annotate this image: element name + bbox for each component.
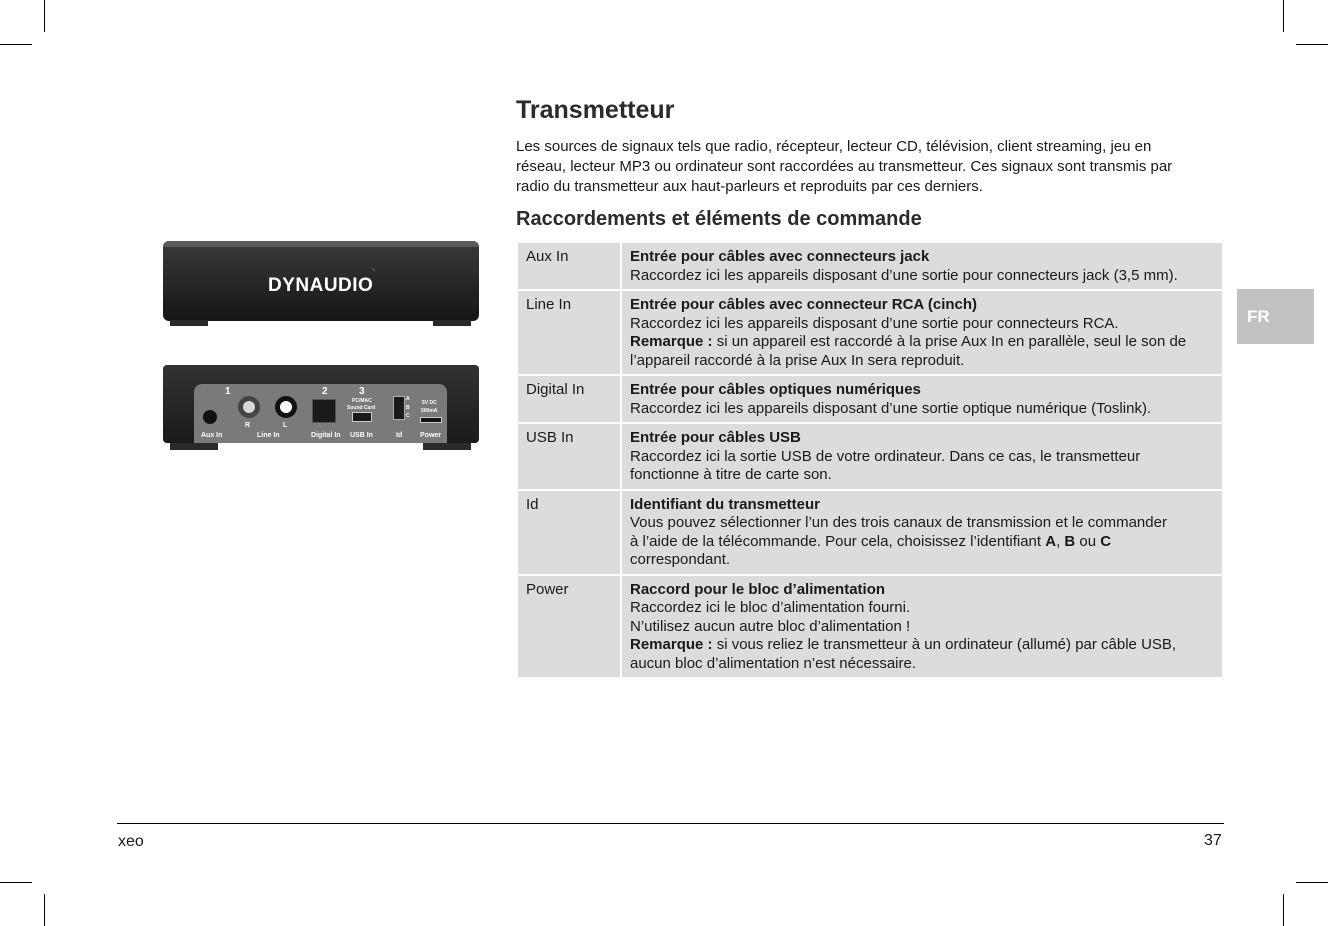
page-title: Transmetteur — [516, 96, 675, 124]
label-power: Power — [420, 432, 442, 439]
crop-mark — [44, 0, 45, 32]
crop-mark — [0, 44, 32, 45]
wireless-icon: ◝ — [372, 268, 375, 275]
note-text: si un appareil est raccordé à la prise Aux In en parallèle, seul le son de — [712, 333, 1187, 350]
note-label: Remarque : — [630, 636, 713, 653]
row-heading: Identifiant du transmetteur — [630, 495, 821, 513]
label-pcmac: PC/MAC — [352, 398, 372, 404]
device-foot — [170, 443, 218, 450]
row-name: Id — [517, 490, 621, 575]
row-heading: Entrée pour câbles USB — [630, 429, 801, 446]
section-heading: Raccordements et éléments de commande — [516, 208, 922, 230]
intro-line: Les sources de signaux tels que radio, récepteur, lecteur CD, télévision, client streaming, jeu en — [516, 138, 1152, 155]
id-option-a: A — [1045, 532, 1057, 550]
row-name: USB In — [517, 423, 621, 490]
device-front-top-edge — [163, 241, 479, 247]
label-usb-in: USB In — [350, 432, 373, 439]
row-text: Vous pouvez sélectionner l’un des trois canaux de transmission et le commander — [630, 514, 1167, 531]
row-name: Power — [517, 575, 621, 679]
row-description — [621, 490, 1223, 575]
device-foot — [423, 443, 471, 450]
row-text: N’utilisez aucun autre bloc d’alimentation ! — [630, 617, 911, 635]
label-switch-a: A — [406, 396, 410, 402]
row-description — [621, 423, 1223, 490]
page-number: 37 — [1204, 832, 1222, 849]
language-tab — [1237, 289, 1314, 344]
row-note-continued: l’appareil raccordé à la prise Aux In sera reproduit. — [630, 351, 965, 369]
crop-mark — [0, 882, 32, 883]
id-switch — [393, 396, 405, 420]
crop-mark — [1283, 0, 1284, 32]
id-option-b: B — [1064, 532, 1076, 550]
usb-port — [352, 412, 372, 422]
label-sound-card: Sound Card — [347, 405, 376, 411]
label-switch-c: C — [406, 413, 410, 419]
row-description — [621, 575, 1223, 679]
label-r: R — [245, 422, 251, 429]
label-switch-b: B — [406, 405, 410, 411]
power-port — [420, 417, 442, 423]
crop-mark — [44, 894, 45, 926]
intro-line: réseau, lecteur MP3 ou ordinateur sont raccordées au transmetteur. Ces signaux sont transmis par — [516, 158, 1173, 175]
row-heading: Raccord pour le bloc d’alimentation — [630, 580, 886, 598]
brand-logo: DYNAUDIO — [268, 275, 374, 296]
row-note-continued: aucun bloc d’alimentation n’est nécessaire. — [630, 654, 917, 672]
label-line-in: Line In — [257, 432, 280, 439]
label-power-spec: 500mA — [421, 408, 438, 414]
row-name: Line In — [517, 290, 621, 375]
row-description — [621, 375, 1223, 423]
table-row — [517, 290, 1223, 375]
row-text: Raccordez ici les appareils disposant d’une sortie pour connecteurs RCA. — [630, 314, 1119, 332]
rca-l-jack — [275, 396, 297, 418]
row-text: fonctionne à titre de carte son. — [630, 466, 832, 483]
id-line-prefix: à l’aide de la télécommande. Pour cela, choisissez l’identifiant — [630, 532, 1046, 550]
id-separator: , — [1056, 532, 1065, 550]
crop-mark — [1296, 44, 1328, 45]
note-label: Remarque : — [630, 333, 713, 350]
label-l: L — [283, 422, 288, 429]
table-row — [517, 575, 1223, 679]
footer-divider — [117, 823, 1224, 824]
table-row — [517, 242, 1223, 290]
intro-paragraph — [516, 137, 1216, 197]
crop-mark — [1283, 894, 1284, 926]
table-row — [517, 423, 1223, 490]
row-heading: Entrée pour câbles optiques numériques — [630, 381, 921, 398]
row-text — [630, 533, 1214, 552]
row-text: Raccordez ici la sortie USB de votre ordinateur. Dans ce cas, le transmetteur — [630, 447, 1141, 465]
connections-table — [516, 241, 1224, 679]
aux-in-jack — [203, 410, 217, 424]
id-option-c: C — [1100, 532, 1112, 550]
row-text: Raccordez ici les appareils disposant d’une sortie pour connecteurs jack (3,5 mm). — [630, 266, 1178, 284]
id-or: ou — [1075, 532, 1101, 550]
row-note — [630, 636, 1214, 655]
table-row — [517, 375, 1223, 423]
row-text: Raccordez ici les appareils disposant d’une sortie optique numérique (Toslink). — [630, 399, 1152, 417]
row-heading: Entrée pour câbles avec connecteurs jack — [630, 248, 930, 265]
crop-mark — [1296, 882, 1328, 883]
row-description — [621, 242, 1223, 290]
optical-port — [312, 399, 336, 423]
label-power-spec: 5V DC — [422, 400, 437, 406]
row-heading: Entrée pour câbles avec connecteur RCA (cinch) — [630, 296, 978, 313]
connector-number: 3 — [359, 386, 365, 397]
row-name: Aux In — [517, 242, 621, 290]
label-digital-in: Digital In — [311, 432, 341, 439]
footer-logo: xeo — [118, 833, 144, 850]
table-row — [517, 490, 1223, 575]
intro-line: radio du transmetteur aux haut-parleurs et reproduits par ces derniers. — [516, 178, 983, 195]
row-text: Raccordez ici le bloc d’alimentation fourni. — [630, 599, 911, 616]
label-id: Id — [396, 432, 403, 439]
device-foot — [433, 320, 471, 326]
note-text: si vous reliez le transmetteur à un ordinateur (allumé) par câble USB, — [712, 636, 1177, 653]
language-tab-label: FR — [1247, 307, 1270, 326]
label-aux-in: Aux In — [201, 432, 223, 439]
rca-r-jack — [238, 396, 260, 418]
row-note — [630, 333, 1214, 352]
connector-number: 2 — [322, 386, 328, 397]
device-foot — [170, 320, 208, 326]
connector-number: 1 — [225, 386, 231, 397]
row-name: Digital In — [517, 375, 621, 423]
row-text: correspondant. — [630, 551, 731, 568]
row-description — [621, 290, 1223, 375]
